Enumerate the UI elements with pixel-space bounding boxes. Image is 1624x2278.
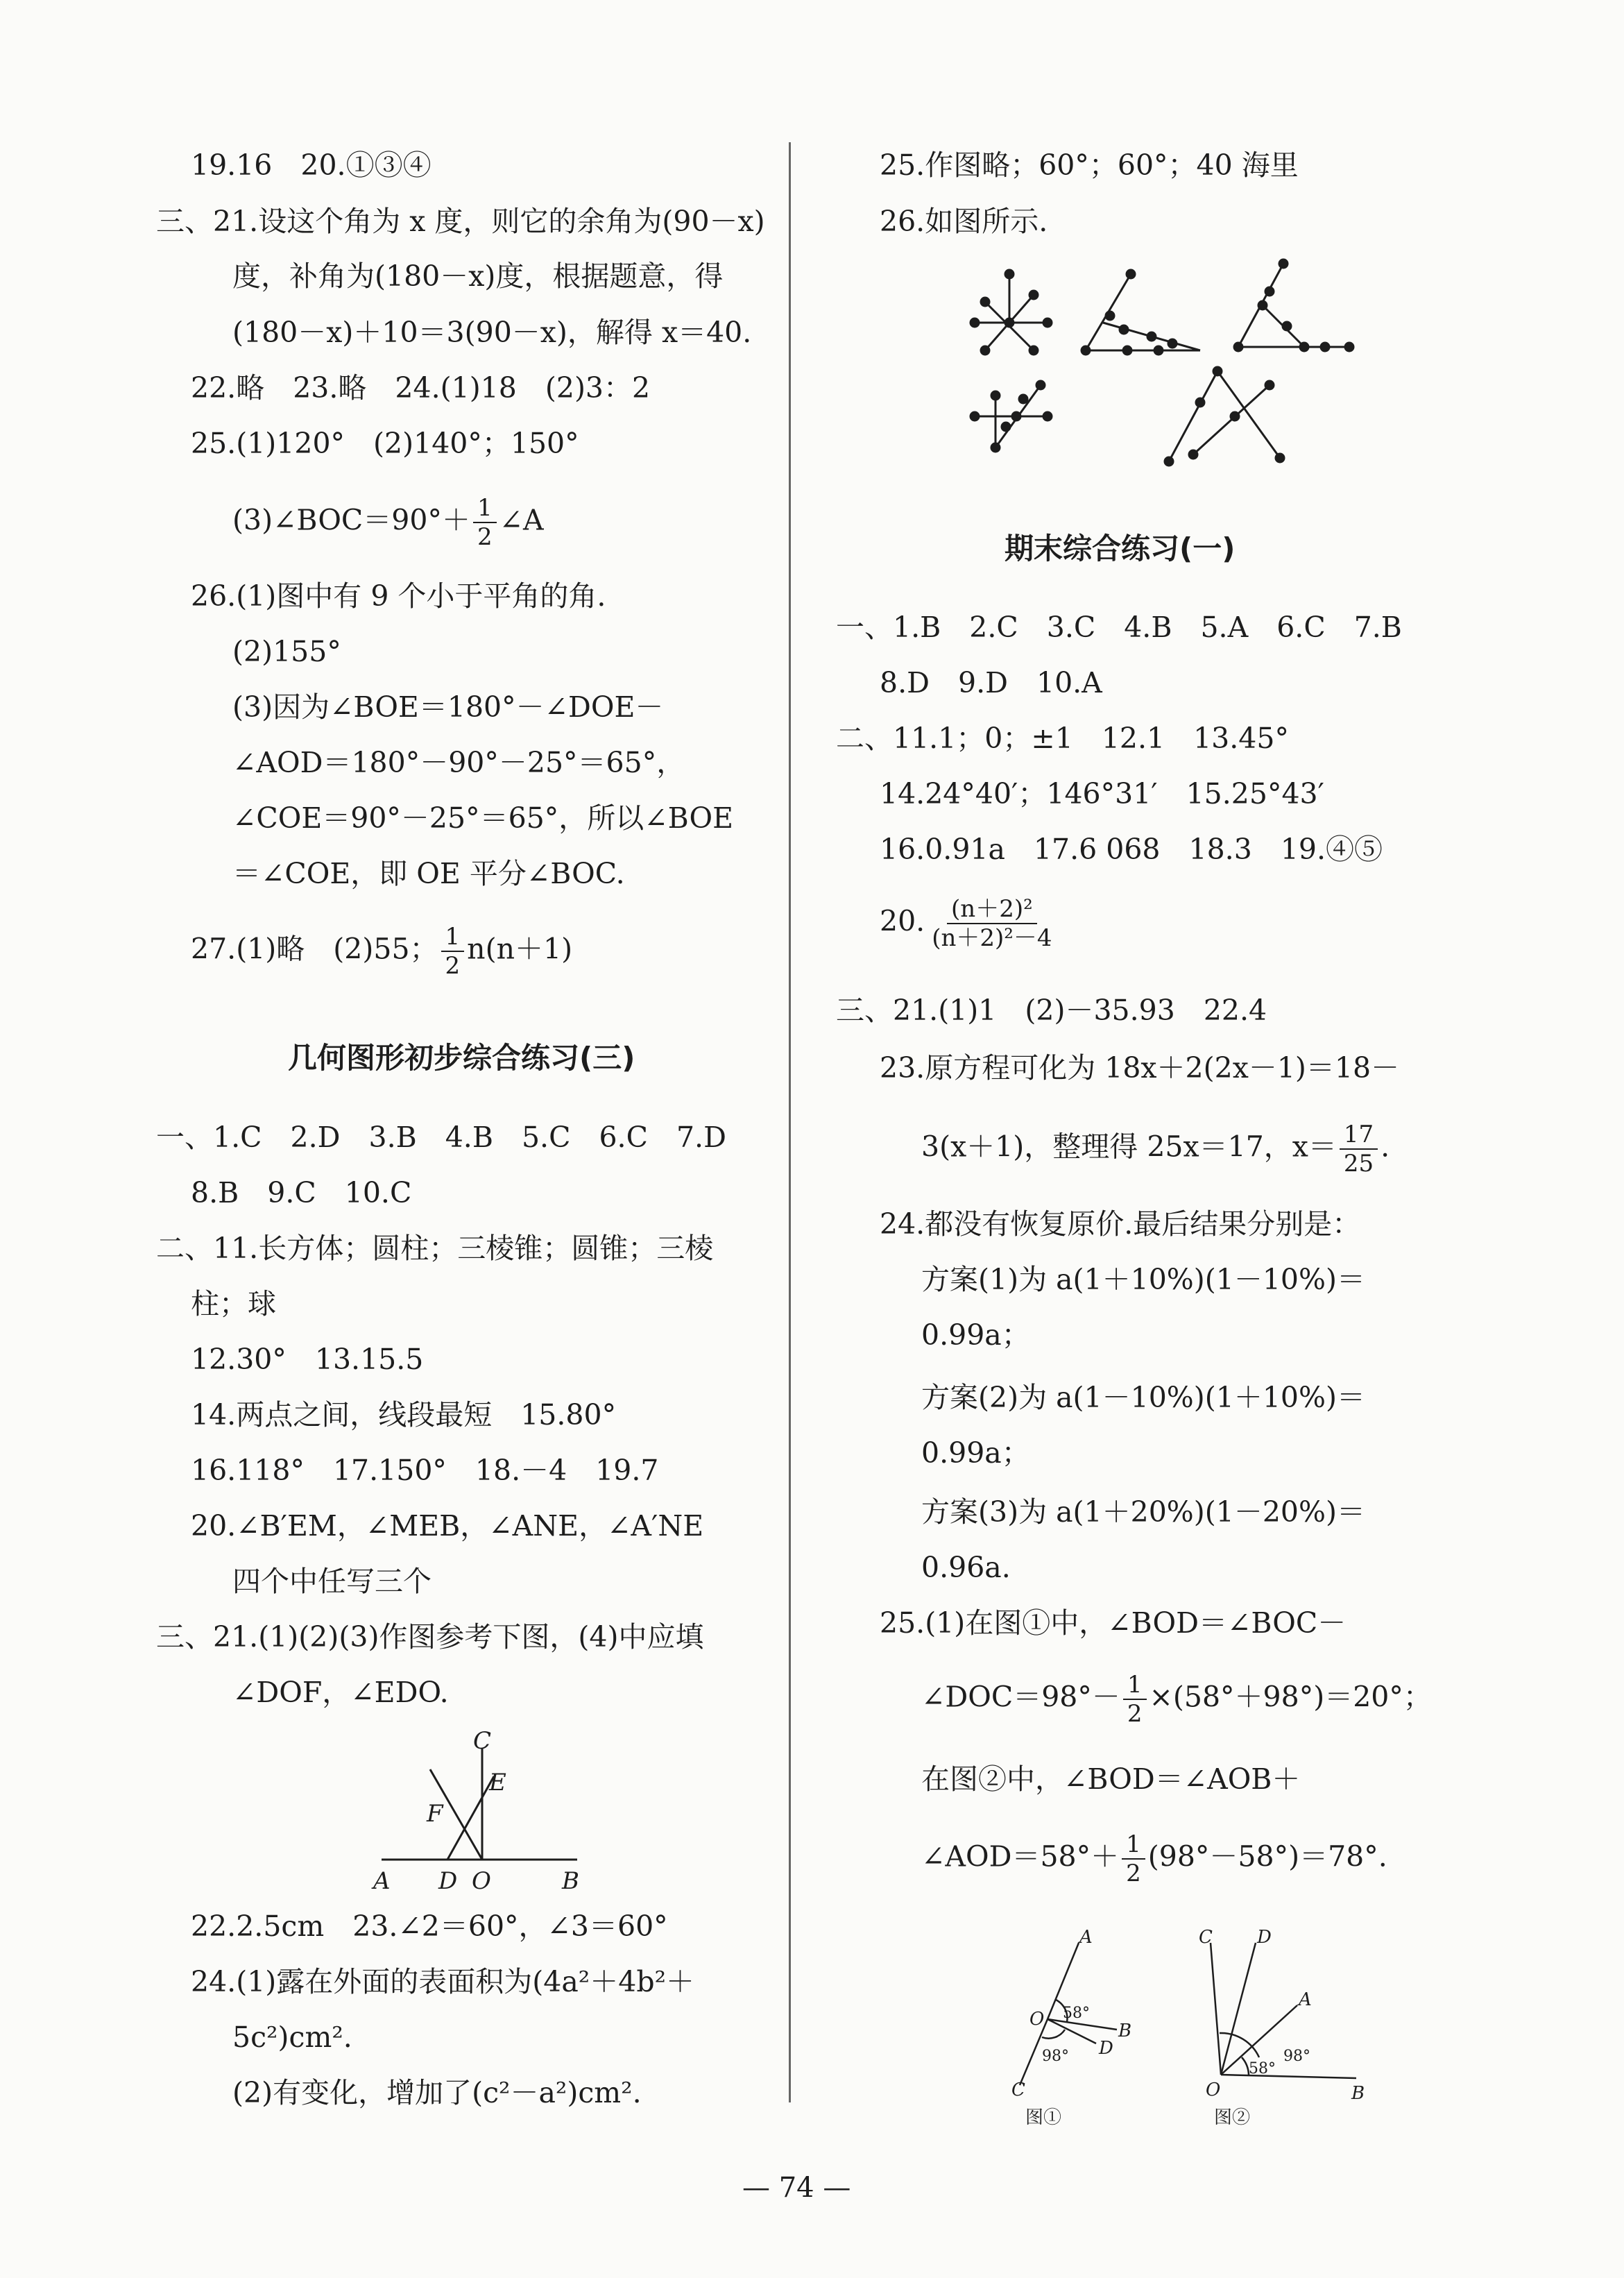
left-line-26-4: ∠AOD＝180°－90°－25°＝65°， <box>232 746 685 779</box>
left-line-6: 25.(1)120° (2)140°；150° <box>191 427 579 460</box>
left-line-26-3: (3)因为∠BOE＝180°－∠DOE－ <box>232 690 664 724</box>
right-line-s5: 16.0.91a 17.6 068 18.3 19.④⑤ <box>880 833 1383 866</box>
section-title-geometry: 几何图形初步综合练习(三) <box>288 1041 635 1075</box>
figure-angles-left <box>361 1728 597 1908</box>
fig1-label-D: D <box>1099 2038 1113 2059</box>
fig1-label-A: A <box>1079 1927 1093 1948</box>
left-line-2: 三、21.设这个角为 x 度，则它的余角为(90－x) <box>156 205 765 238</box>
right-line-24: 24.都没有恢复原价.最后结果分别是： <box>880 1207 1361 1241</box>
right-line-25a: 25.(1)在图①中，∠BOD＝∠BOC－ <box>880 1606 1347 1640</box>
left-line-26-5: ∠COE＝90°－25°＝65°，所以∠BOE <box>232 801 734 835</box>
label-B: B <box>562 1867 579 1895</box>
left-line-s9: 四个中任写三个 <box>232 1565 431 1598</box>
fig2-label-B: B <box>1351 2083 1365 2104</box>
figure-dot-lines <box>964 253 1374 475</box>
figure-1 <box>999 1922 1165 2130</box>
left-q25-3: (3)∠BOC＝90°＋ $\frac{1}{2}$ ∠A <box>232 494 544 551</box>
label-A: A <box>373 1867 391 1895</box>
right-line-24-2r: 0.99a； <box>921 1436 1030 1470</box>
left-line-s1: 一、1.C 2.D 3.B 4.B 5.C 6.C 7.D <box>156 1121 726 1154</box>
page-number: — 74 — <box>742 2172 851 2204</box>
left-line-s10: 三、21.(1)(2)(3)作图参考下图，(4)中应填 <box>156 1620 704 1654</box>
left-line-s5: 12.30° 13.15.5 <box>191 1343 424 1376</box>
fig2-angle-98: 98° <box>1283 2048 1310 2065</box>
left-q27: 27.(1)略 (2)55； $\frac{1}{2}$ n(n＋1) <box>191 923 573 980</box>
left-line-26-2: (2)155° <box>232 635 341 668</box>
fig1-label-C: C <box>1011 2080 1025 2100</box>
right-q23b: 3(x＋1)，整理得 25x＝17，x＝ $\frac{17}{25}$ . <box>921 1121 1390 1178</box>
fraction: $\frac{\text{(n＋2)²}}{\text{(n＋2)²－4}}$ <box>932 895 1052 952</box>
label-D: D <box>438 1867 458 1895</box>
figure-2 <box>1193 1922 1374 2130</box>
fig1-label-O: O <box>1029 2009 1045 2030</box>
left-line-4: (180－x)＋10＝3(90－x)，解得 x＝40. <box>232 316 752 349</box>
right-line-26: 26.如图所示. <box>880 205 1048 238</box>
right-line-24-2: 方案(2)为 a(1－10%)(1＋10%)＝ <box>921 1381 1365 1414</box>
left-line-24a: 24.(1)露在外面的表面积为(4a²＋4b²＋ <box>191 1965 695 1998</box>
label-C: C <box>473 1728 492 1755</box>
label-E: E <box>489 1769 506 1796</box>
right-line-24-1r: 0.99a； <box>921 1318 1030 1352</box>
right-line-24-3: 方案(3)为 a(1＋20%)(1－20%)＝ <box>921 1495 1365 1529</box>
left-line-s2: 8.B 9.C 10.C <box>191 1176 412 1209</box>
right-q25d: ∠AOD＝58°＋ $\frac{1}{2}$ (98°－58°)＝78°. <box>921 1830 1387 1887</box>
right-line-s2: 8.D 9.D 10.A <box>880 666 1102 699</box>
left-line-s6: 14.两点之间，线段最短 15.80° <box>191 1398 617 1431</box>
left-line-3: 度，补角为(180－x)度，根据题意，得 <box>232 260 724 293</box>
fig1-caption: 图① <box>1025 2107 1062 2128</box>
fraction: $\frac{1}{2}$ <box>1122 1830 1145 1887</box>
fig2-caption: 图② <box>1214 2107 1251 2128</box>
fig1-label-B: B <box>1118 2021 1132 2041</box>
fraction: $\frac{17}{25}$ <box>1340 1121 1378 1178</box>
right-line-s1: 一、1.B 2.C 3.C 4.B 5.A 6.C 7.B <box>836 611 1402 644</box>
right-q25b: ∠DOC＝98°－ $\frac{1}{2}$ ×(58°＋98°)＝20°； <box>921 1671 1432 1728</box>
column-divider <box>789 142 791 2102</box>
left-line-26-1: 26.(1)图中有 9 个小于平角的角. <box>191 579 606 613</box>
right-line-24-3r: 0.96a. <box>921 1551 1011 1584</box>
right-line-s3: 二、11.1；0；±1 12.1 13.45° <box>836 722 1289 755</box>
right-line-25c: 在图②中，∠BOD＝∠AOB＋ <box>921 1762 1301 1796</box>
fig2-label-A: A <box>1299 1989 1312 2010</box>
right-line-25: 25.作图略；60°；60°；40 海里 <box>880 148 1299 182</box>
left-line-s7: 16.118° 17.150° 18.－4 19.7 <box>191 1454 659 1487</box>
left-line-s3: 二、11.长方体；圆柱；三棱锥；圆锥；三棱 <box>156 1232 714 1265</box>
right-line-s4: 14.24°40′；146°31′ 15.25°43′ <box>880 777 1324 810</box>
label-O: O <box>472 1867 491 1895</box>
right-line-23a: 23.原方程可化为 18x＋2(2x－1)＝18－ <box>880 1051 1400 1085</box>
left-line-22: 22.2.5cm 23.∠2＝60°，∠3＝60° <box>191 1910 668 1943</box>
fraction: $\frac{1}{2}$ <box>441 923 465 980</box>
left-line-1: 19.16 20.①③④ <box>191 148 431 182</box>
fraction: $\frac{1}{2}$ <box>473 494 497 551</box>
right-line-24-1: 方案(1)为 a(1＋10%)(1－10%)＝ <box>921 1263 1365 1296</box>
fraction: $\frac{1}{2}$ <box>1123 1671 1147 1728</box>
left-line-s11: ∠DOF，∠EDO. <box>232 1676 449 1709</box>
left-line-24b: 5c²)cm². <box>232 2021 352 2054</box>
fig2-label-C: C <box>1199 1927 1213 1948</box>
left-line-26-6: ＝∠COE，即 OE 平分∠BOC. <box>232 857 625 890</box>
fig2-label-O: O <box>1206 2080 1221 2100</box>
fig2-angle-58: 58° <box>1249 2060 1276 2077</box>
left-line-5: 22.略 23.略 24.(1)18 (2)3：2 <box>191 371 651 405</box>
left-line-24c: (2)有变化，增加了(c²－a²)cm². <box>232 2076 642 2109</box>
right-line-21: 三、21.(1)1 (2)－35.93 22.4 <box>836 994 1267 1027</box>
left-line-s4: 柱；球 <box>191 1287 276 1320</box>
label-F: F <box>427 1800 443 1828</box>
fig2-label-D: D <box>1257 1927 1272 1948</box>
left-line-s8: 20.∠B′EM，∠MEB，∠ANE，∠A′NE <box>191 1509 704 1542</box>
fig1-angle-98: 98° <box>1042 2048 1069 2065</box>
fig1-angle-58: 58° <box>1063 2005 1090 2022</box>
section-title-final: 期末综合练习(一) <box>1005 532 1236 566</box>
right-q20: 20. $\frac{\text{(n＋2)²}}{\text{(n＋2)²－4}}$ <box>880 895 1059 952</box>
